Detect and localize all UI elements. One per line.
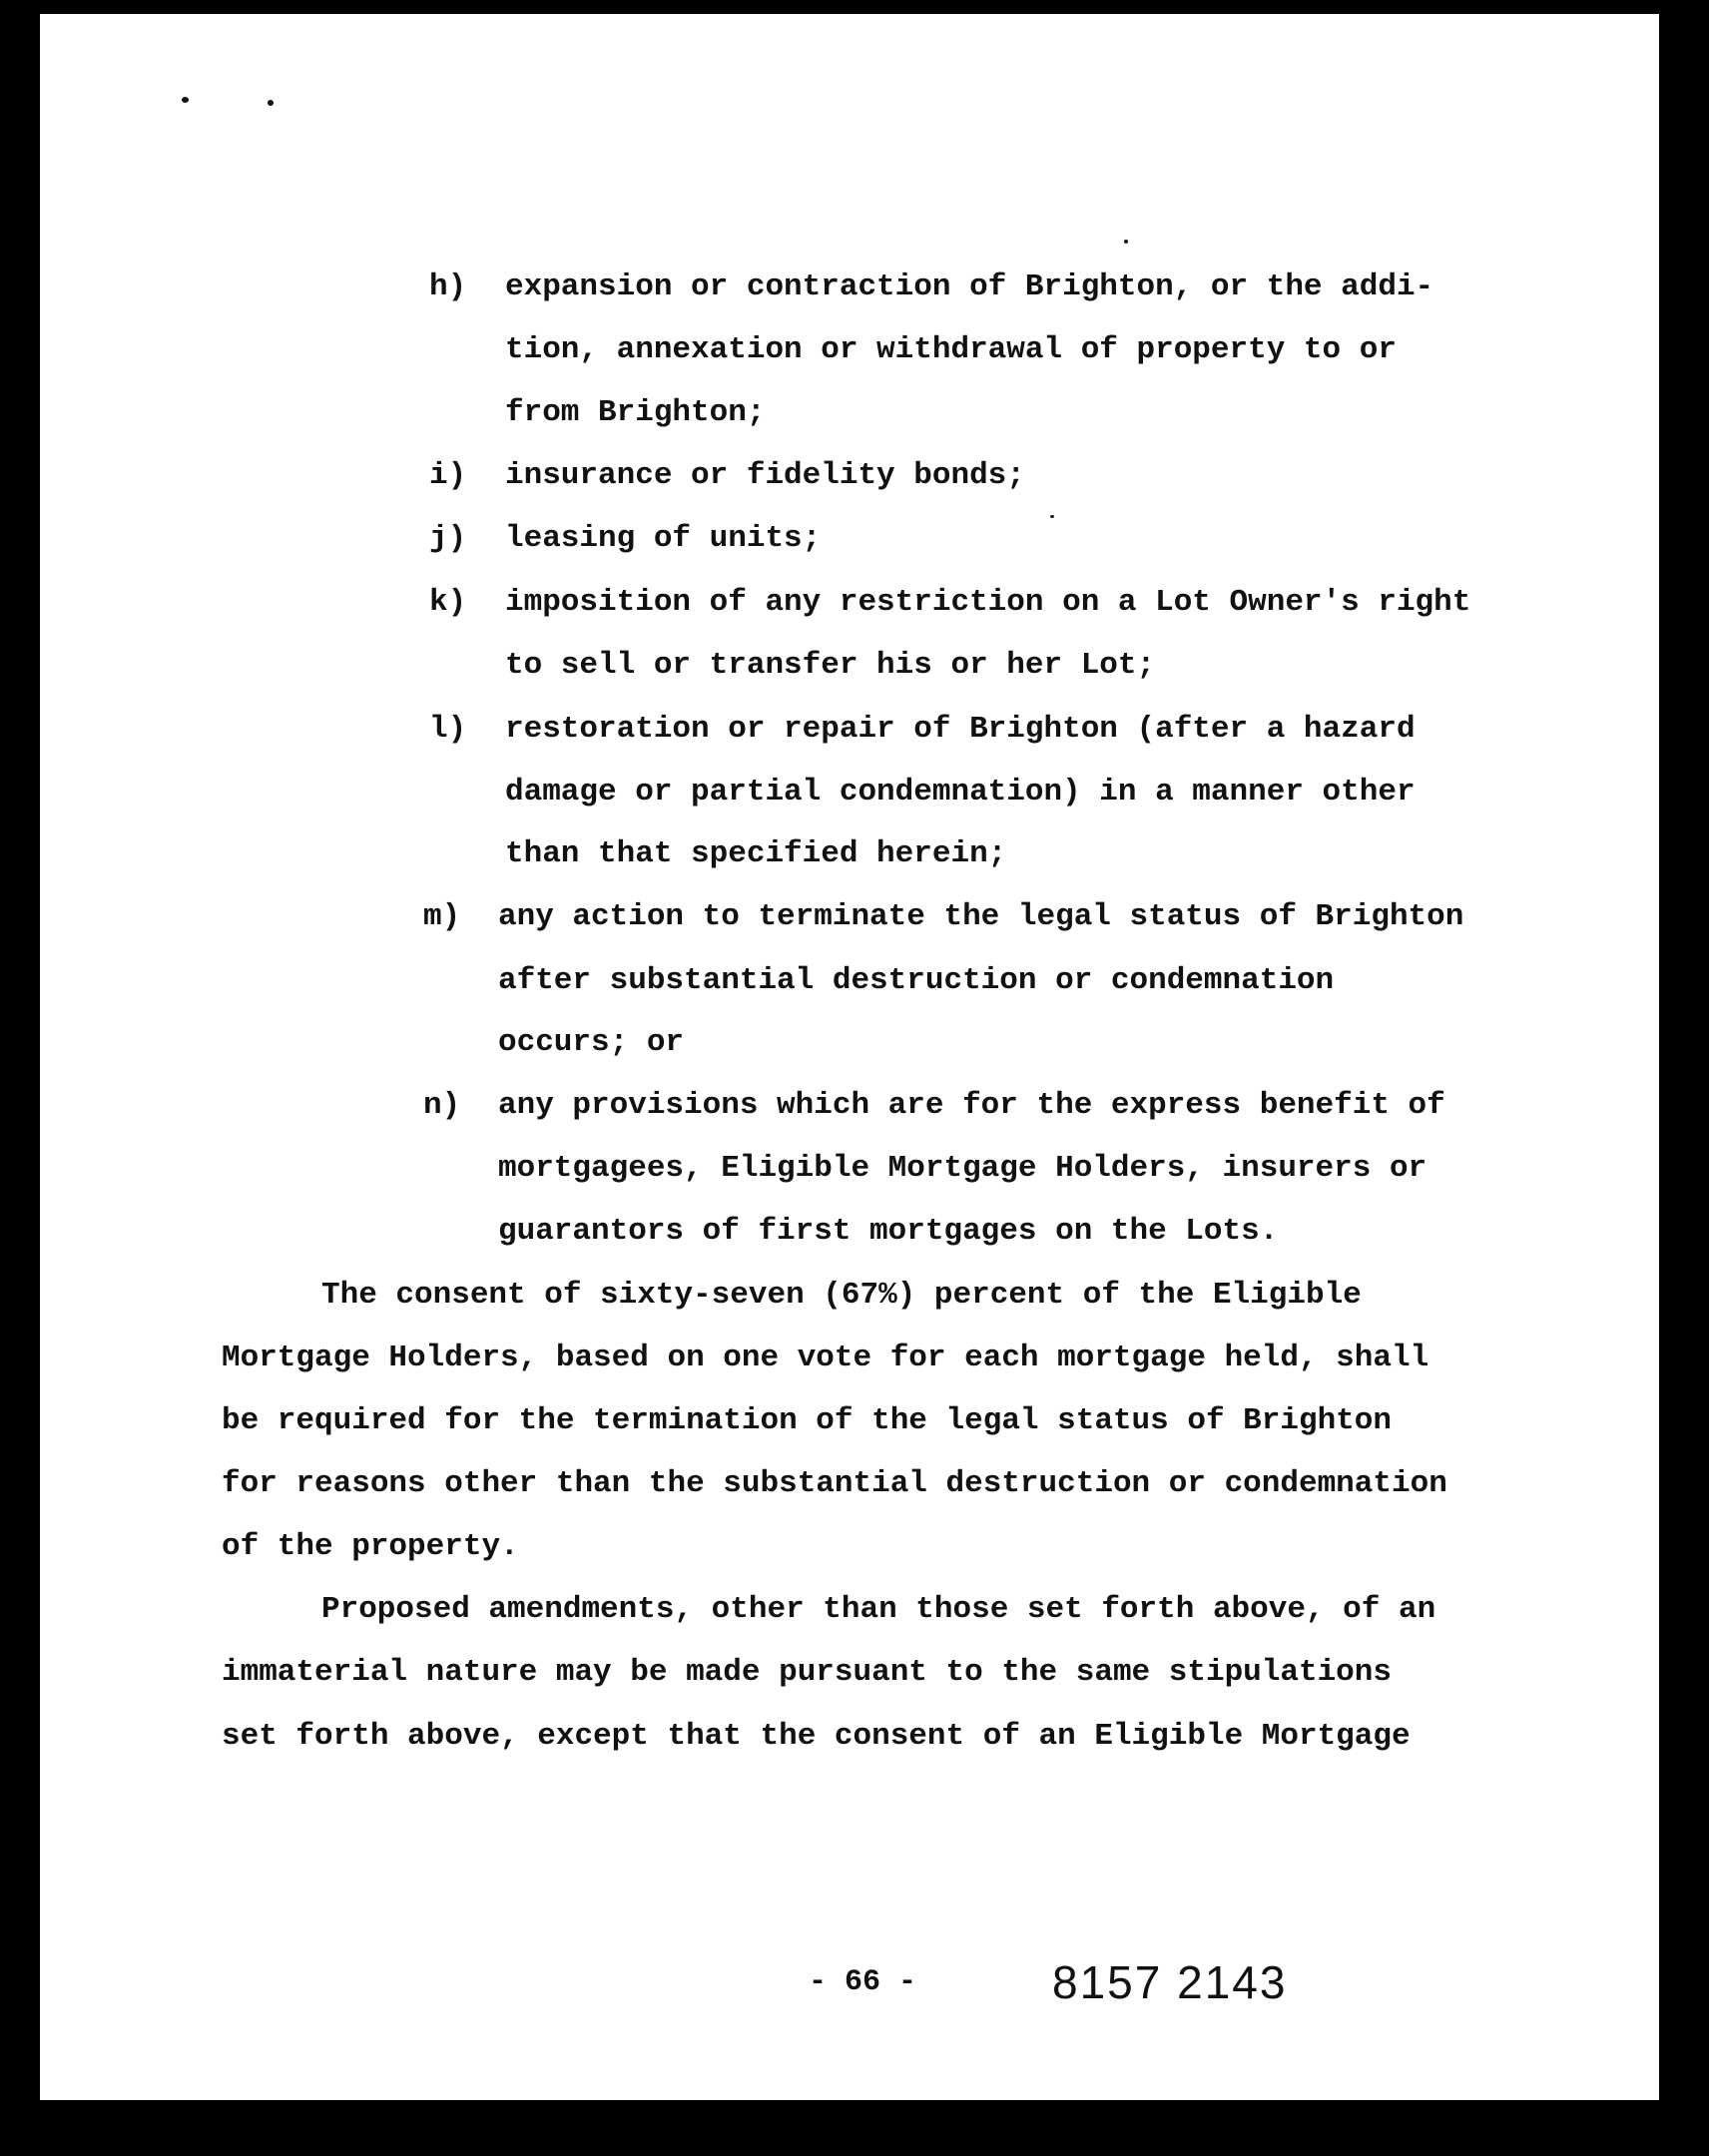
item-n-line-2: mortgagees, Eligible Mortgage Holders, insurers or	[498, 1151, 1427, 1186]
item-l-line-1: restoration or repair of Brighton (after a hazard	[505, 712, 1416, 747]
item-l-line-3: than that specified herein;	[505, 836, 1007, 871]
page-number: - 66 -	[809, 1965, 917, 1999]
scan-speck	[1050, 515, 1054, 518]
item-i-line-1: insurance or fidelity bonds;	[505, 458, 1025, 493]
scan-speck	[182, 97, 189, 103]
paragraph-1-line-3: be required for the termination of the legal status of Brighton	[222, 1403, 1392, 1438]
item-h-line-3: from Brighton;	[505, 395, 766, 430]
item-l-line-2: damage or partial condemnation) in a manner other	[505, 775, 1416, 809]
item-label-h: h)	[429, 270, 467, 304]
item-label-i: i)	[429, 458, 467, 493]
item-j-line-1: leasing of units;	[505, 521, 822, 556]
item-label-j: j)	[429, 521, 467, 556]
item-n-line-3: guarantors of first mortgages on the Lots.	[498, 1214, 1279, 1249]
paragraph-1-line-1: The consent of sixty-seven (67%) percent of the Eligible	[321, 1278, 1362, 1313]
document-stamp-number: 8157 2143	[1052, 1956, 1288, 2008]
scan-speck	[268, 100, 274, 106]
item-k-line-2: to sell or transfer his or her Lot;	[505, 648, 1156, 683]
item-m-line-1: any action to terminate the legal status of Brighton	[498, 899, 1464, 934]
paragraph-1-line-5: of the property.	[222, 1529, 519, 1564]
item-m-line-3: occurs; or	[498, 1025, 685, 1060]
item-label-l: l)	[429, 712, 467, 747]
item-n-line-1: any provisions which are for the express benefit of	[498, 1088, 1445, 1123]
paragraph-1-line-2: Mortgage Holders, based on one vote for each mortgage held, shall	[222, 1341, 1429, 1375]
scan-speck	[1124, 240, 1128, 244]
paragraph-2-line-1: Proposed amendments, other than those set forth above, of an	[321, 1592, 1436, 1627]
item-label-m: m)	[423, 899, 461, 934]
item-h-line-2: tion, annexation or withdrawal of property to or	[505, 332, 1397, 367]
paragraph-1-line-4: for reasons other than the substantial destruction or condemnation	[222, 1466, 1447, 1501]
item-m-line-2: after substantial destruction or condemnation	[498, 963, 1335, 998]
paragraph-2-line-2: immaterial nature may be made pursuant to the same stipulations	[222, 1655, 1392, 1690]
item-k-line-1: imposition of any restriction on a Lot Owner's right	[505, 585, 1471, 620]
item-label-n: n)	[423, 1088, 461, 1123]
paragraph-2-line-3: set forth above, except that the consent of an Eligible Mortgage	[222, 1719, 1411, 1754]
item-label-k: k)	[429, 585, 467, 620]
item-h-line-1: expansion or contraction of Brighton, or the addi-	[505, 270, 1434, 304]
document-page	[40, 14, 1659, 2100]
